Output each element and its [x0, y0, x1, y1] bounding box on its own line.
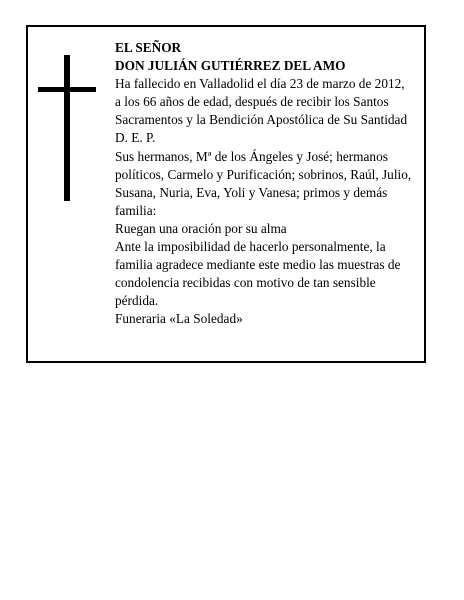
- deceased-name: DON JULIÁN GUTIÉRREZ DEL AMO: [115, 58, 346, 74]
- notice-body-line: políticos, Carmelo y Purificación; sobrinos, Raúl, Julio,: [115, 166, 412, 182]
- notice-body-line: Sus hermanos, Mª de los Ángeles y José; hermanos: [115, 148, 388, 164]
- obituary-notice: [26, 25, 426, 363]
- notice-body-line: Susana, Nuria, Eva, Yoli y Vanesa; primos y demás: [115, 184, 388, 200]
- cross-vertical-bar: [64, 55, 70, 201]
- cross-horizontal-bar: [38, 87, 96, 92]
- funeral-home-line: Funeraria «La Soledad»: [115, 311, 243, 327]
- notice-body-line: D. E. P.: [115, 130, 156, 146]
- notice-body-line: Ruegan una oración por su alma: [115, 220, 287, 236]
- notice-body-line: Ante la imposibilidad de hacerlo personalmente, la: [115, 239, 386, 255]
- notice-heading: EL SEÑOR: [115, 40, 182, 55]
- notice-body-line: pérdida.: [115, 293, 159, 309]
- cross-icon: [38, 55, 98, 201]
- notice-body-line: Ha fallecido en Valladolid el día 23 de marzo de 2012,: [115, 76, 405, 92]
- notice-body-line: a los 66 años de edad, después de recibir los Santos: [115, 94, 389, 110]
- notice-body-line: Sacramentos y la Bendición Apostólica de Su Santidad: [115, 112, 408, 128]
- notice-body-line: familia agradece mediante este medio las muestras de: [115, 257, 401, 273]
- notice-text: [115, 39, 423, 329]
- notice-body-line: familia:: [115, 202, 157, 218]
- notice-body-line: condolencia recibidas con motivo de tan sensible: [115, 275, 376, 291]
